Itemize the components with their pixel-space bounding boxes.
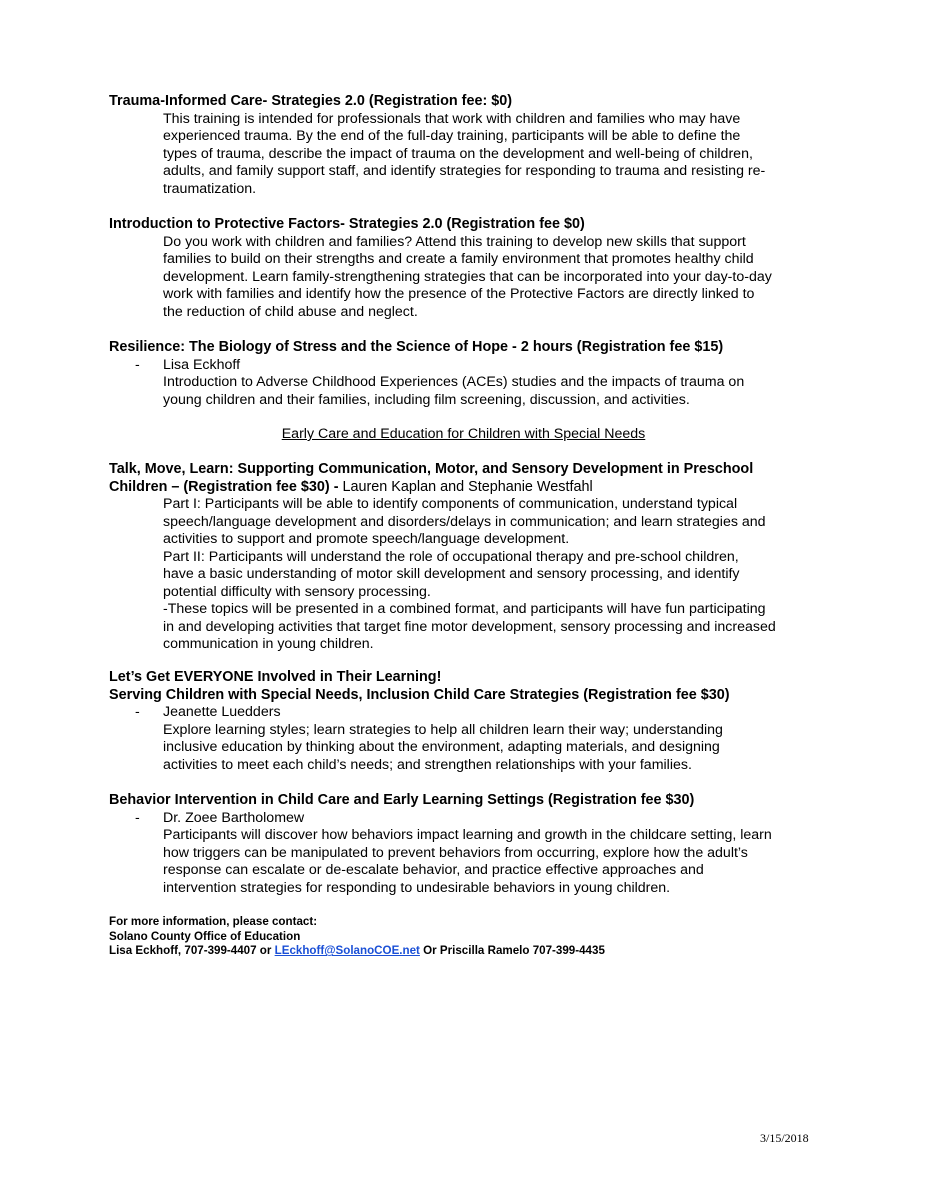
training-title: Behavior Intervention in Child Care and Early Learning Settings (Registration fee $30): [109, 792, 695, 808]
description-line: development. Learn family-strengthening strategies that can be incorporated into your day-to-day: [163, 268, 772, 285]
description-line: have a basic understanding of motor skill development and sensory processing, and identify: [163, 566, 740, 582]
presenter-names: Lauren Kaplan and Stephanie Westfahl: [342, 478, 593, 495]
contact-heading: For more information, please contact:: [109, 915, 318, 928]
presenter-line: [109, 810, 829, 828]
training-title: Introduction to Protective Factors- Strategies 2.0 (Registration fee $0): [109, 216, 585, 232]
contact-phone-secondary: Or Priscilla Ramelo 707-399-4435: [419, 944, 605, 958]
description-line: young children and their families, including film screening, discussion, and activities.: [163, 391, 690, 408]
contact-details: [109, 944, 829, 959]
description-line: potential difficulty with sensory processing.: [163, 583, 431, 600]
description-line: speech/language development and disorders/delays in communication; and learn strategies and: [163, 513, 766, 530]
description-line: families to build on their strengths and create a family environment that promotes healthy child: [163, 251, 754, 267]
training-title-line-1: Talk, Move, Learn: Supporting Communication, Motor, and Sensory Development in Preschool: [109, 461, 754, 477]
description-line: -These topics will be presented in a combined format, and participants will have fun participating: [163, 601, 766, 617]
training-trauma-informed-care: [109, 93, 829, 198]
description-line: communication in young children.: [163, 636, 374, 652]
dash-bullet: -: [135, 356, 140, 373]
description-line: work with families and identify how the presence of the Protective Factors are directly linked to: [163, 286, 755, 302]
training-title-line-1: Let’s Get EVERYONE Involved in Their Learning!: [109, 669, 442, 685]
training-description: [109, 827, 829, 897]
presenter-name: Lisa Eckhoff: [163, 356, 241, 373]
contact-organization: Solano County Office of Education: [109, 929, 301, 943]
training-title-fee: Children – (Registration fee $30) -: [109, 478, 343, 495]
description-line: Do you work with children and families? Attend this training to develop new skills that support: [163, 233, 746, 250]
training-talk-move-learn: [109, 461, 829, 654]
contact-info: [109, 915, 829, 959]
training-protective-factors: [109, 216, 829, 321]
training-description: [109, 111, 829, 199]
description-line: intervention strategies for responding to undesirable behaviors in young children.: [163, 879, 671, 896]
description-line: traumatization.: [163, 180, 257, 197]
description-line: Participants will discover how behaviors impact learning and growth in the childcare setting, learn: [163, 827, 772, 843]
training-description: [109, 496, 829, 654]
training-title: Resilience: The Biology of Stress and the Science of Hope - 2 hours (Registration fee $15): [109, 339, 724, 355]
footer-date: 3/15/2018: [760, 1131, 809, 1145]
presenter-line: [109, 704, 829, 722]
dash-bullet: -: [135, 704, 140, 720]
training-description: [109, 374, 829, 409]
description-line: Part I: Participants will be able to identify components of communication, understand typical: [163, 496, 738, 512]
training-title-line-2: Serving Children with Special Needs, Inclusion Child Care Strategies (Registration fee $30): [109, 686, 730, 703]
presenter-name: Dr. Zoee Bartholomew: [163, 809, 305, 826]
description-line: response can escalate or de-escalate behavior, and practice effective approaches and: [163, 862, 704, 878]
description-line: activities to meet each child’s needs; and strengthen relationships with your families.: [163, 756, 692, 773]
description-line: Part II: Participants will understand the role of occupational therapy and pre-school children,: [163, 548, 739, 565]
description-line: adults, and family support staff, and identify strategies for responding to trauma and resisting re-: [163, 163, 766, 179]
dash-bullet: -: [135, 809, 140, 826]
description-line: how triggers can be manipulated to prevent behaviors from occurring, explore how the adult’s: [163, 844, 748, 861]
contact-email-link[interactable]: LEckhoff@SolanoCOE.net: [274, 944, 420, 958]
training-description: [109, 234, 829, 322]
description-line: experienced trauma. By the end of the full-day training, participants will be able to define the: [163, 128, 741, 144]
section-heading-text: Early Care and Education for Children with Special Needs: [281, 426, 646, 442]
description-line: activities to support and promote speech/language development.: [163, 531, 570, 547]
description-line: types of trauma, describe the impact of trauma on the development and well-being of children,: [163, 145, 753, 162]
description-line: the reduction of child abuse and neglect.: [163, 303, 418, 320]
presenter-line: [109, 357, 829, 375]
section-heading: [0, 426, 927, 444]
training-description: [109, 722, 829, 775]
description-line: Explore learning styles; learn strategies to help all children learn their way; understanding: [163, 721, 723, 738]
presenter-name: Jeanette Luedders: [163, 704, 281, 720]
description-line: This training is intended for professionals that work with children and families who may have: [163, 110, 741, 127]
training-inclusion: [109, 669, 829, 774]
description-line: inclusive education by thinking about the environment, adapting materials, and designing: [163, 739, 720, 755]
contact-phone-primary: Lisa Eckhoff, 707-399-4407 or: [109, 944, 275, 958]
training-title-line-2: [109, 479, 829, 497]
description-line: in and developing activities that target fine motor development, sensory processing and increased: [163, 618, 776, 635]
training-resilience: [109, 339, 829, 409]
training-behavior-intervention: [109, 792, 829, 897]
description-line: Introduction to Adverse Childhood Experiences (ACEs) studies and the impacts of trauma on: [163, 374, 745, 390]
training-title: Trauma-Informed Care- Strategies 2.0 (Registration fee: $0): [109, 93, 513, 109]
